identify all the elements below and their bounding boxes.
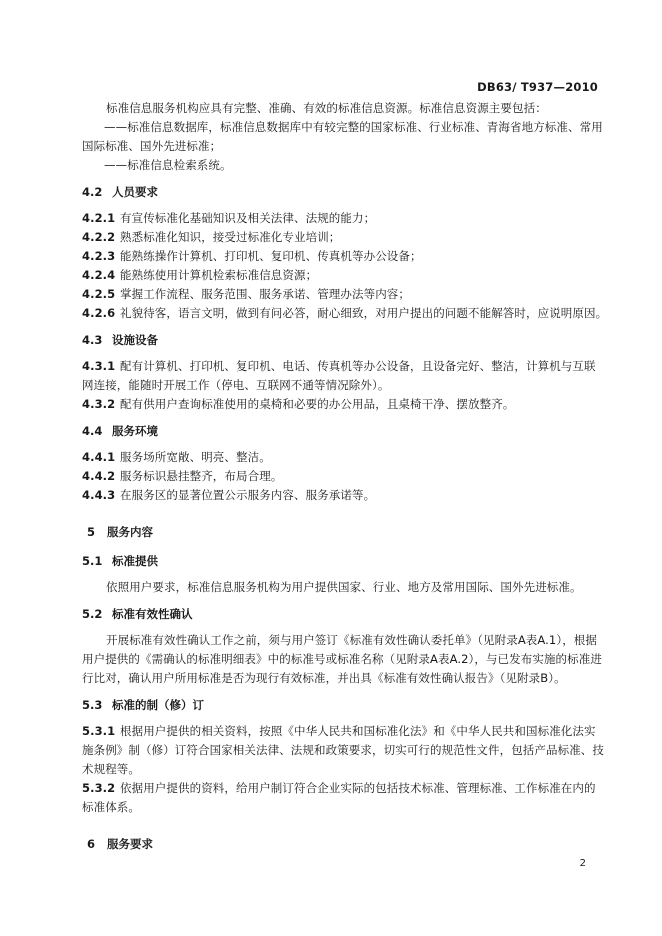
clause-4-2-2 [82, 228, 600, 247]
clause-5-3-2 [82, 779, 600, 798]
clause-number: 4.2.2 [82, 230, 116, 244]
intro-list-item-1: ——标准信息数据库，标准信息数据库中有较完整的国家标准、行业标准、青海省地方标准、常用 [104, 120, 603, 134]
section-heading-4-3 [82, 331, 600, 350]
clause-text: 服务场所宽敞、明亮、整洁。 [120, 450, 271, 464]
section-5-2-paragraph-line-3: 行比对，确认用户所用标准是否为现行有效标准，并出具《标准有效性确认报告》（见附录B）。 [82, 671, 566, 685]
chapter-title: 服务要求 [107, 837, 153, 851]
section-title: 标准提供 [112, 554, 158, 568]
section-5-2-paragraph-line-2: 用户提供的《需确认的标准明细表》中的标准号或标准名称（见附录A表A.2），与已发布实施的标准进 [82, 652, 602, 666]
clause-4-3-2 [82, 395, 600, 414]
page-number: 2 [579, 858, 586, 869]
section-heading-5-2 [82, 605, 600, 624]
clause-number: 4.2.4 [82, 268, 116, 282]
clause-4-2-5 [82, 285, 600, 304]
clause-number: 4.4.3 [82, 488, 116, 502]
section-number: 5.2 [82, 607, 103, 621]
section-title: 标准的制（修）订 [112, 698, 204, 712]
clause-5-3-1 [82, 722, 600, 741]
clause-text: 礼貌待客，语言文明，做到有问必答，耐心细致，对用户提出的问题不能解答时，应说明原因。 [120, 306, 608, 320]
clause-number: 4.2.6 [82, 306, 116, 320]
clause-text: 能熟练操作计算机、打印机、复印机、传真机等办公设备； [120, 249, 422, 263]
clause-text: 在服务区的显著位置公示服务内容、服务承诺等。 [120, 488, 376, 502]
clause-number: 4.4.2 [82, 469, 116, 483]
section-title: 服务环境 [112, 424, 158, 438]
section-number: 5.3 [82, 698, 103, 712]
clause-5-3-1-continued-2: 术规程等。 [82, 762, 140, 776]
section-number: 4.4 [82, 424, 103, 438]
section-heading-5-3 [82, 696, 600, 715]
document-body [82, 99, 608, 854]
chapter-number: 5 [87, 525, 96, 539]
intro-list-item-1-continued: 国际标准、国外先进标准； [82, 139, 222, 153]
section-number: 4.2 [82, 185, 103, 199]
clause-number: 4.3.1 [82, 359, 116, 373]
clause-text: 熟悉标准化知识，接受过标准化专业培训； [120, 230, 341, 244]
clause-text: 能熟练使用计算机检索标准信息资源； [120, 268, 318, 282]
intro-paragraph: 标准信息服务机构应具有完整、准确、有效的标准信息资源。标准信息资源主要包括： [106, 101, 547, 115]
clause-4-3-1-continued: 网连接，能随时开展工作（停电、互联网不通等情况除外）。 [82, 378, 390, 392]
chapter-heading-6 [82, 835, 600, 854]
clause-text: 根据用户提供的相关资料，按照《中华人民共和国标准化法》和《中华人民共和国标准化法实 [120, 724, 596, 738]
section-5-2-paragraph-line-1: 开展标准有效性确认工作之前，须与用户签订《标准有效性确认委托单》（见附录A表A.1），根据 [106, 633, 597, 647]
clause-number: 5.3.1 [82, 724, 116, 738]
section-title: 人员要求 [112, 185, 158, 199]
document-code-header: DB63/ T937—2010 [477, 80, 598, 94]
section-heading-4-4 [82, 422, 600, 441]
section-5-1-paragraph: 依照用户要求，标准信息服务机构为用户提供国家、行业、地方及常用国际、国外先进标准。 [106, 580, 582, 594]
clause-4-2-1 [82, 209, 600, 228]
section-title: 设施设备 [112, 333, 158, 347]
clause-text: 掌握工作流程、服务范围、服务承诺、管理办法等内容； [120, 287, 410, 301]
clause-5-3-1-continued-1: 施条例》制（修）订符合国家相关法律、法规和政策要求，切实可行的规范性文件，包括产品标准、技 [82, 743, 604, 757]
section-heading-4-2 [82, 183, 600, 202]
chapter-heading-5 [82, 523, 600, 542]
clause-text: 有宣传标准化基础知识及相关法律、法规的能力； [120, 211, 376, 225]
clause-number: 4.3.2 [82, 397, 116, 411]
chapter-title: 服务内容 [107, 525, 153, 539]
intro-list-item-2: ——标准信息检索系统。 [104, 158, 232, 172]
clause-text: 配有计算机、打印机、复印机、电话、传真机等办公设备，且设备完好、整洁，计算机与互联 [120, 359, 596, 373]
clause-4-4-1 [82, 448, 600, 467]
clause-text: 依据用户提供的资料，给用户制订符合企业实际的包括技术标准、管理标准、工作标准在内的 [120, 781, 596, 795]
clause-4-2-4 [82, 266, 600, 285]
clause-number: 4.2.5 [82, 287, 116, 301]
clause-text: 服务标识悬挂整齐，布局合理。 [120, 469, 283, 483]
clause-number: 4.2.3 [82, 249, 116, 263]
clause-number: 4.2.1 [82, 211, 116, 225]
chapter-number: 6 [87, 837, 96, 851]
clause-number: 4.4.1 [82, 450, 116, 464]
clause-text: 配有供用户查询标准使用的桌椅和必要的办公用品，且桌椅干净、摆放整齐。 [120, 397, 515, 411]
section-title: 标准有效性确认 [112, 607, 193, 621]
clause-4-2-3 [82, 247, 600, 266]
section-heading-5-1 [82, 552, 600, 571]
clause-4-2-6 [82, 304, 608, 323]
clause-4-3-1 [82, 357, 600, 376]
section-number: 4.3 [82, 333, 103, 347]
clause-5-3-2-continued: 标准体系。 [82, 800, 140, 814]
section-number: 5.1 [82, 554, 103, 568]
clause-4-4-2 [82, 467, 600, 486]
clause-4-4-3 [82, 486, 600, 505]
clause-number: 5.3.2 [82, 781, 116, 795]
